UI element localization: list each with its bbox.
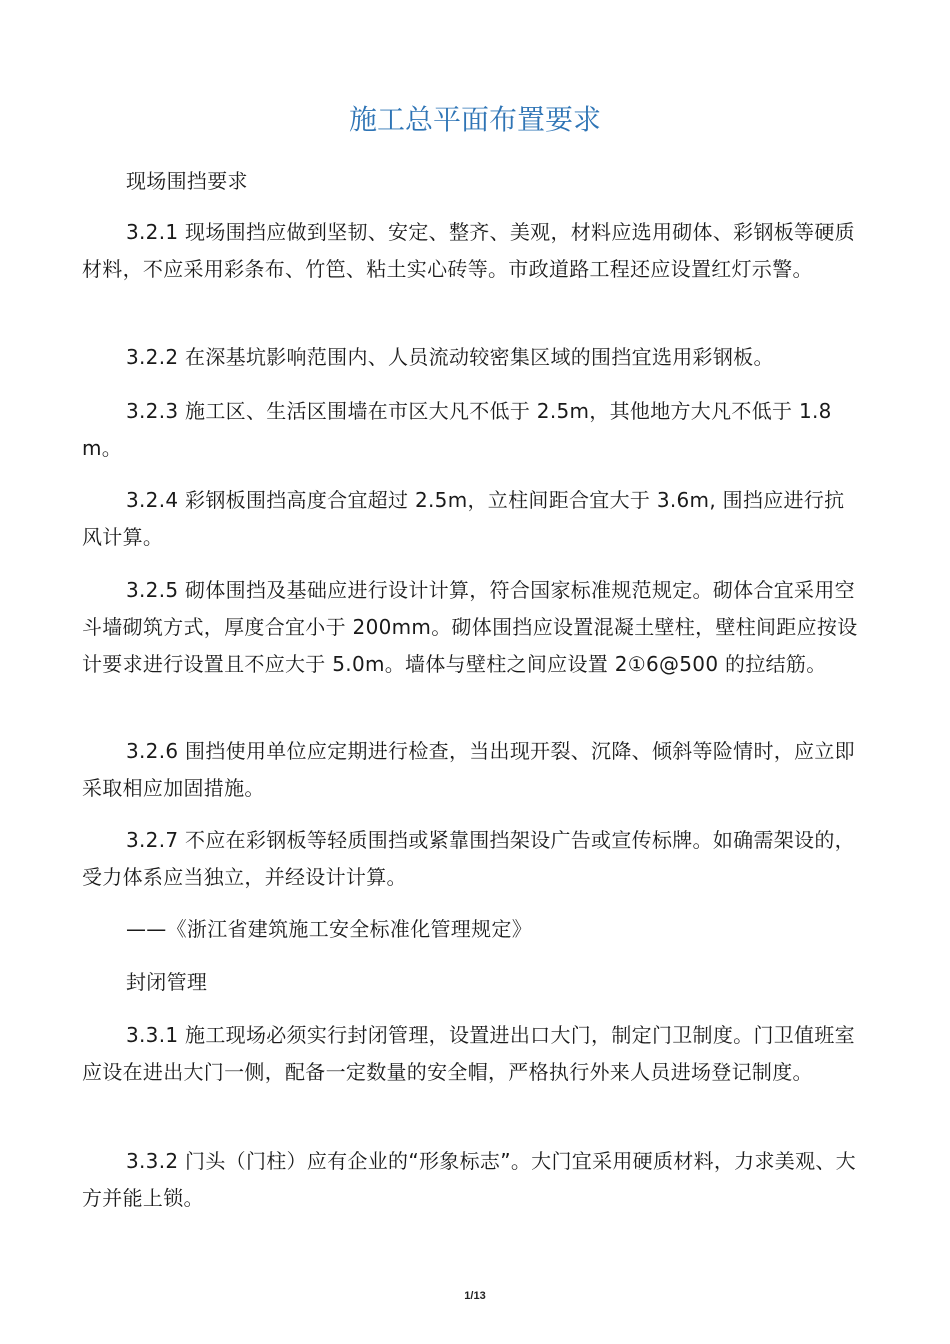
paragraph-3-2-4: 3.2.4 彩钢板围挡高度合宜超过 2.5m，立柱间距合宜大于 3.6m, 围挡应进行抗风计算。	[82, 488, 845, 549]
paragraph-3-2-3: 3.2.3 施工区、生活区围墙在市区大凡不低于 2.5m，其他地方大凡不低于 1.8m。	[82, 399, 832, 460]
section-heading-closed-management: 封闭管理	[126, 970, 208, 994]
paragraph-3-2-7: 3.2.7 不应在彩钢板等轻质围挡或紧靠围挡架设广告或宣传标牌。如确需架设的，受力体系应当独立，并经设计计算。	[82, 828, 855, 889]
citation-line: ——《浙江省建筑施工安全标准化管理规定》	[126, 917, 532, 941]
document-title: 施工总平面布置要求	[348, 103, 601, 136]
paragraph-3-3-1: 3.3.1 施工现场必须实行封闭管理，设置进出口大门，制定门卫制度。门卫值班室应设在进出大门一侧，配备一定数量的安全帽，严格执行外来人员进场登记制度。	[82, 1023, 855, 1084]
section-heading-enclosure: 现场围挡要求	[126, 169, 248, 193]
paragraph-3-3-2: 3.3.2 门头（门柱）应有企业的“形象标志”。大门宜采用硬质材料，力求美观、大方并能上锁。	[82, 1149, 856, 1210]
paragraph-3-2-2: 3.2.2 在深基坑影响范围内、人员流动较密集区域的围挡宜选用彩钢板。	[126, 345, 774, 369]
paragraph-3-2-5: 3.2.5 砌体围挡及基础应进行设计计算，符合国家标准规范规定。砌体合宜采用空斗墙砌筑方式，厚度合宜小于 200mm。砌体围挡应设置混凝土壁柱，壁柱间距应按设计要求进行设置且不应大于 5.0m。墙体与壁柱之间应设置 2①6@500 的拉结筋。	[82, 578, 858, 676]
page-number: 1/13	[464, 1290, 486, 1302]
paragraph-3-2-1: 3.2.1 现场围挡应做到坚韧、安定、整齐、美观，材料应选用砌体、彩钢板等硬质材料，不应采用彩条布、竹笆、粘土实心砖等。市政道路工程还应设置红灯示警。	[82, 220, 855, 281]
paragraph-3-2-6: 3.2.6 围挡使用单位应定期进行检查，当出现开裂、沉降、倾斜等险情时，应立即采取相应加固措施。	[82, 739, 855, 800]
